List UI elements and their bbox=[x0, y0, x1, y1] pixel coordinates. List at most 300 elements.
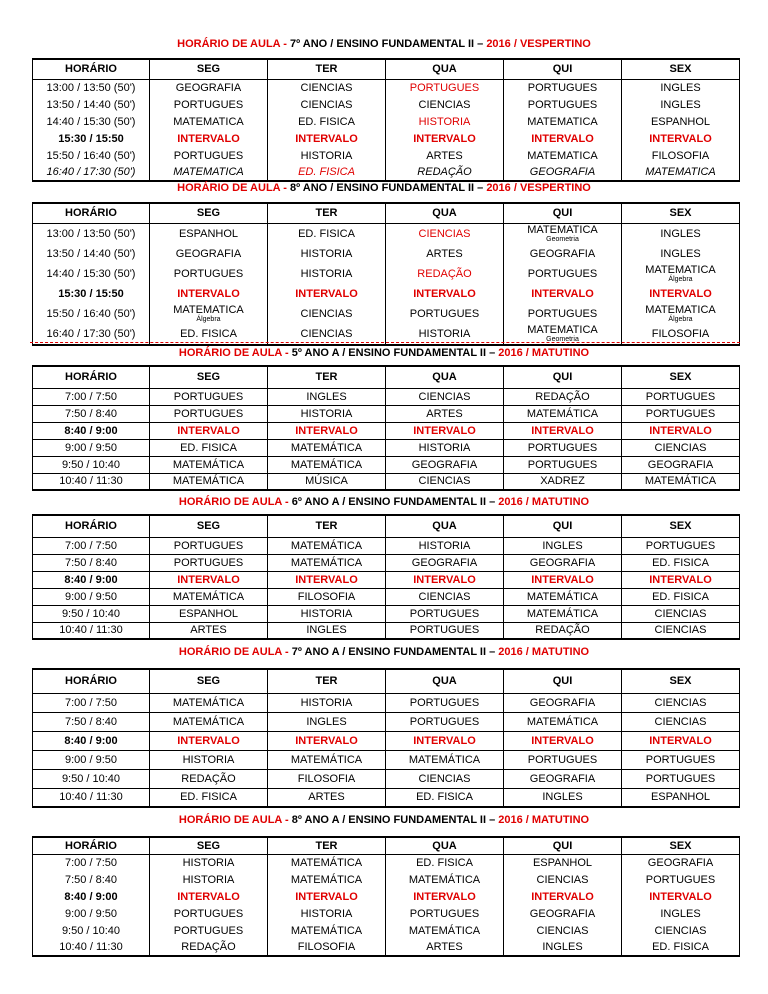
subject-cell: PORTUGUES bbox=[150, 264, 268, 284]
subject-cell: FILOSOFIA bbox=[268, 939, 386, 956]
table-row bbox=[33, 622, 740, 639]
time-slot: 7:50 / 8:40 bbox=[33, 405, 150, 422]
table-row bbox=[33, 79, 740, 96]
time-slot: 7:50 / 8:40 bbox=[33, 712, 150, 731]
subject-cell: ESPANHOL bbox=[622, 113, 740, 130]
subject-cell: INTERVALO bbox=[622, 731, 740, 750]
subject-cell bbox=[622, 304, 740, 324]
subject-cell: ESPANHOL bbox=[150, 605, 268, 622]
subject-cell: INTERVALO bbox=[386, 571, 504, 588]
time-slot: 7:00 / 7:50 bbox=[33, 693, 150, 712]
subject-cell: INGLES bbox=[504, 939, 622, 956]
subject-cell: GEOGRAFIA bbox=[504, 554, 622, 571]
column-header-qua: QUA bbox=[386, 837, 504, 854]
subject-cell: MATEMÁTICA bbox=[150, 693, 268, 712]
subject-cell: ESPANHOL bbox=[150, 223, 268, 244]
title-prefix: HORÁRIO DE AULA - bbox=[178, 347, 289, 359]
subject-cell: ARTES bbox=[150, 622, 268, 639]
subject-cell: PORTUGUES bbox=[504, 96, 622, 113]
subject-cell: REDAÇÃO bbox=[150, 769, 268, 788]
subject-cell bbox=[622, 264, 740, 284]
schedule-table-7ano-matutino bbox=[32, 668, 740, 808]
column-header-seg: SEG bbox=[150, 366, 268, 388]
table-row bbox=[33, 712, 740, 731]
subject-cell: MATEMATICA bbox=[622, 164, 740, 181]
subject-cell: INGLES bbox=[622, 244, 740, 264]
title-prefix: HORÁRIO DE AULA - bbox=[178, 646, 289, 658]
subject-cell: REDAÇÃO bbox=[386, 164, 504, 181]
subject-cell: INTERVALO bbox=[150, 731, 268, 750]
column-header-ter: TER bbox=[268, 669, 386, 693]
subject-cell: INGLES bbox=[622, 223, 740, 244]
title-period: 2016 / MATUTINO bbox=[498, 646, 590, 658]
subject-name: MATEMATICA bbox=[527, 323, 598, 336]
schedule-table-6ano-matutino bbox=[32, 514, 740, 640]
subject-cell: INTERVALO bbox=[386, 130, 504, 147]
column-header-qua: QUA bbox=[386, 366, 504, 388]
subject-cell: HISTORIA bbox=[386, 439, 504, 456]
subject-cell: GEOGRAFIA bbox=[504, 769, 622, 788]
subject-cell: PORTUGUES bbox=[622, 769, 740, 788]
time-slot: 13:50 / 14:40 (50') bbox=[33, 244, 150, 264]
column-header-horario: HORÁRIO bbox=[33, 59, 150, 79]
subject-cell: CIENCIAS bbox=[386, 769, 504, 788]
subject-cell: PORTUGUES bbox=[150, 388, 268, 405]
time-slot: 14:40 / 15:30 (50') bbox=[33, 264, 150, 284]
subject-cell: PORTUGUES bbox=[386, 79, 504, 96]
title-prefix: HORÁRIO DE AULA - bbox=[177, 38, 287, 50]
table-row bbox=[33, 405, 740, 422]
subject-cell: MATEMÁTICA bbox=[386, 922, 504, 939]
subject-cell: INTERVALO bbox=[622, 571, 740, 588]
subject-cell: PORTUGUES bbox=[622, 405, 740, 422]
subject-cell: PORTUGUES bbox=[150, 537, 268, 554]
subject-cell: REDAÇÃO bbox=[150, 939, 268, 956]
column-header-seg: SEG bbox=[150, 669, 268, 693]
table-row bbox=[33, 96, 740, 113]
subject-cell: INGLES bbox=[268, 388, 386, 405]
subject-cell: INTERVALO bbox=[504, 130, 622, 147]
column-header-ter: TER bbox=[268, 515, 386, 537]
subject-cell: INTERVALO bbox=[622, 422, 740, 439]
subject-cell: INGLES bbox=[268, 622, 386, 639]
subject-cell: CIENCIAS bbox=[622, 922, 740, 939]
table-row bbox=[33, 147, 740, 164]
column-header-seg: SEG bbox=[150, 203, 268, 223]
title-period: 2016 / MATUTINO bbox=[498, 347, 590, 359]
table-row bbox=[33, 113, 740, 130]
time-slot: 7:00 / 7:50 bbox=[33, 537, 150, 554]
column-header-horario: HORÁRIO bbox=[33, 515, 150, 537]
column-header-sex: SEX bbox=[622, 203, 740, 223]
title-grade: 5º ANO A / ENSINO FUNDAMENTAL II – bbox=[288, 347, 499, 359]
subject-cell: INTERVALO bbox=[268, 731, 386, 750]
table-row bbox=[33, 422, 740, 439]
schedule-table-8ano-vespertino bbox=[32, 202, 740, 346]
subject-cell: ED. FISICA bbox=[386, 788, 504, 807]
table-row bbox=[33, 871, 740, 888]
subject-cell: INTERVALO bbox=[150, 284, 268, 304]
table-row bbox=[33, 693, 740, 712]
schedule-table-7ano-vespertino bbox=[32, 58, 740, 182]
subject-cell: INTERVALO bbox=[386, 284, 504, 304]
subject-cell: INTERVALO bbox=[268, 888, 386, 905]
subject-cell: ED. FISICA bbox=[268, 113, 386, 130]
subject-cell: INGLES bbox=[622, 905, 740, 922]
title-grade: 6º ANO A / ENSINO FUNDAMENTAL II – bbox=[288, 496, 499, 508]
time-slot: 10:40 / 11:30 bbox=[33, 473, 150, 490]
time-slot: 13:00 / 13:50 (50') bbox=[33, 79, 150, 96]
time-slot: 9:50 / 10:40 bbox=[33, 605, 150, 622]
title-prefix: HORÁRIO DE AULA - bbox=[178, 814, 289, 826]
subject-cell: INTERVALO bbox=[622, 888, 740, 905]
column-header-sex: SEX bbox=[622, 515, 740, 537]
subject-cell: HISTORIA bbox=[386, 537, 504, 554]
subject-cell: GEOGRAFIA bbox=[504, 244, 622, 264]
subject-cell: CIENCIAS bbox=[504, 922, 622, 939]
subject-cell: FILOSOFIA bbox=[268, 588, 386, 605]
subject-cell: INTERVALO bbox=[150, 888, 268, 905]
table-row bbox=[33, 588, 740, 605]
subject-cell: PORTUGUES bbox=[504, 750, 622, 769]
title-prefix: HORÁRIO DE AULA - bbox=[178, 496, 289, 508]
subject-cell: PORTUGUES bbox=[386, 622, 504, 639]
column-header-sex: SEX bbox=[622, 669, 740, 693]
table-row bbox=[33, 769, 740, 788]
table-row bbox=[33, 284, 740, 304]
table-row bbox=[33, 537, 740, 554]
subject-cell: INTERVALO bbox=[504, 284, 622, 304]
time-slot: 9:00 / 9:50 bbox=[33, 439, 150, 456]
subject-cell: CIENCIAS bbox=[622, 622, 740, 639]
subject-cell: GEOGRAFIA bbox=[504, 905, 622, 922]
time-slot: 9:50 / 10:40 bbox=[33, 769, 150, 788]
time-slot: 16:40 / 17:30 (50') bbox=[33, 324, 150, 345]
time-slot: 8:40 / 9:00 bbox=[33, 888, 150, 905]
column-header-qui: QUI bbox=[504, 515, 622, 537]
time-slot: 8:40 / 9:00 bbox=[33, 422, 150, 439]
subject-cell: CIENCIAS bbox=[268, 324, 386, 345]
subject-cell: MATEMÁTICA bbox=[150, 712, 268, 731]
subject-cell: HISTORIA bbox=[268, 693, 386, 712]
title-period: 2016 / MATUTINO bbox=[495, 814, 590, 826]
subject-cell: INTERVALO bbox=[386, 422, 504, 439]
subject-cell: MATEMÁTICA bbox=[150, 456, 268, 473]
subject-cell: CIENCIAS bbox=[622, 693, 740, 712]
table-row bbox=[33, 223, 740, 244]
subject-cell: HISTORIA bbox=[268, 264, 386, 284]
subject-cell: GEOGRAFIA bbox=[622, 854, 740, 871]
title-grade: 7º ANO A / ENSINO FUNDAMENTAL II – bbox=[288, 646, 499, 658]
subject-cell: HISTORIA bbox=[150, 854, 268, 871]
subject-cell: MATEMÁTICA bbox=[268, 456, 386, 473]
subject-cell: CIENCIAS bbox=[504, 871, 622, 888]
column-header-ter: TER bbox=[268, 59, 386, 79]
subject-cell: MATEMÁTICA bbox=[150, 473, 268, 490]
subject-cell: INTERVALO bbox=[386, 731, 504, 750]
table-row bbox=[33, 922, 740, 939]
subject-cell: PORTUGUES bbox=[504, 79, 622, 96]
subject-cell: HISTORIA bbox=[268, 905, 386, 922]
subject-cell: REDAÇÃO bbox=[504, 622, 622, 639]
section-title-7ano-matutino bbox=[0, 646, 768, 658]
subject-cell: MATEMÁTICA bbox=[268, 750, 386, 769]
table-row bbox=[33, 731, 740, 750]
subject-cell: HISTORIA bbox=[268, 605, 386, 622]
subject-cell: FILOSOFIA bbox=[622, 324, 740, 345]
subject-cell: PORTUGUES bbox=[150, 147, 268, 164]
column-header-horario: HORÁRIO bbox=[33, 837, 150, 854]
subject-cell: ED. FISICA bbox=[150, 439, 268, 456]
subject-cell: FILOSOFIA bbox=[622, 147, 740, 164]
time-slot: 10:40 / 11:30 bbox=[33, 622, 150, 639]
subject-cell: MATEMÁTICA bbox=[268, 922, 386, 939]
time-slot: 15:50 / 16:40 (50') bbox=[33, 147, 150, 164]
column-header-horario: HORÁRIO bbox=[33, 203, 150, 223]
subject-subtopic: Álgebra bbox=[196, 315, 221, 323]
subject-cell: INGLES bbox=[268, 712, 386, 731]
subject-cell: ARTES bbox=[268, 788, 386, 807]
subject-name: MATEMATICA bbox=[527, 223, 598, 236]
time-slot: 9:00 / 9:50 bbox=[33, 905, 150, 922]
subject-cell: PORTUGUES bbox=[386, 905, 504, 922]
subject-cell: HISTORIA bbox=[386, 324, 504, 345]
subject-cell: MATEMATICA bbox=[150, 164, 268, 181]
subject-cell: GEOGRAFIA bbox=[150, 244, 268, 264]
table-row bbox=[33, 854, 740, 871]
time-slot: 9:50 / 10:40 bbox=[33, 922, 150, 939]
subject-cell: MATEMATICA bbox=[504, 113, 622, 130]
subject-cell: MATEMÁTICA bbox=[268, 439, 386, 456]
time-slot: 15:30 / 15:50 bbox=[33, 284, 150, 304]
subject-cell: CIENCIAS bbox=[386, 473, 504, 490]
time-slot: 14:40 / 15:30 (50') bbox=[33, 113, 150, 130]
subject-cell: HISTORIA bbox=[150, 871, 268, 888]
subject-cell: ESPANHOL bbox=[622, 788, 740, 807]
subject-cell: INGLES bbox=[504, 537, 622, 554]
subject-cell: INTERVALO bbox=[268, 284, 386, 304]
subject-cell: GEOGRAFIA bbox=[622, 456, 740, 473]
subject-cell: INTERVALO bbox=[268, 422, 386, 439]
column-header-qua: QUA bbox=[386, 515, 504, 537]
subject-cell: ED. FISICA bbox=[150, 324, 268, 345]
table-row bbox=[33, 264, 740, 284]
table-row bbox=[33, 939, 740, 956]
subject-cell: INTERVALO bbox=[622, 130, 740, 147]
subject-cell: CIENCIAS bbox=[386, 388, 504, 405]
subject-cell: PORTUGUES bbox=[386, 605, 504, 622]
column-header-seg: SEG bbox=[150, 837, 268, 854]
subject-cell: MÚSICA bbox=[268, 473, 386, 490]
subject-cell: INTERVALO bbox=[504, 571, 622, 588]
subject-cell: REDAÇÃO bbox=[504, 388, 622, 405]
subject-cell: INTERVALO bbox=[150, 571, 268, 588]
subject-cell: INGLES bbox=[504, 788, 622, 807]
subject-cell: HISTORIA bbox=[268, 147, 386, 164]
column-header-horario: HORÁRIO bbox=[33, 366, 150, 388]
table-row bbox=[33, 888, 740, 905]
subject-cell: INTERVALO bbox=[150, 422, 268, 439]
subject-cell: PORTUGUES bbox=[386, 693, 504, 712]
time-slot: 10:40 / 11:30 bbox=[33, 788, 150, 807]
subject-cell: INTERVALO bbox=[150, 130, 268, 147]
subject-cell: MATEMÁTICA bbox=[386, 871, 504, 888]
subject-subtopic: Geometria bbox=[546, 335, 579, 343]
subject-cell bbox=[504, 223, 622, 244]
subject-cell: INTERVALO bbox=[268, 130, 386, 147]
subject-cell: CIENCIAS bbox=[268, 96, 386, 113]
schedule-table-5ano-matutino bbox=[32, 365, 740, 491]
column-header-qui: QUI bbox=[504, 669, 622, 693]
subject-cell: MATEMÁTICA bbox=[504, 405, 622, 422]
subject-cell: ED. FISICA bbox=[268, 164, 386, 181]
subject-cell: ARTES bbox=[386, 244, 504, 264]
subject-cell: PORTUGUES bbox=[150, 405, 268, 422]
subject-cell: ED. FISICA bbox=[622, 588, 740, 605]
subject-cell: PORTUGUES bbox=[150, 922, 268, 939]
time-slot: 9:00 / 9:50 bbox=[33, 750, 150, 769]
subject-cell: HISTORIA bbox=[268, 405, 386, 422]
table-row bbox=[33, 571, 740, 588]
subject-cell: GEOGRAFIA bbox=[504, 693, 622, 712]
title-grade: 8º ANO / ENSINO FUNDAMENTAL II – bbox=[286, 182, 487, 194]
time-slot: 7:00 / 7:50 bbox=[33, 388, 150, 405]
subject-cell: CIENCIAS bbox=[622, 605, 740, 622]
subject-subtopic: Álgebra bbox=[668, 275, 693, 283]
subject-cell: MATEMÁTICA bbox=[268, 554, 386, 571]
table-row bbox=[33, 750, 740, 769]
subject-cell: HISTORIA bbox=[268, 244, 386, 264]
time-slot: 7:50 / 8:40 bbox=[33, 871, 150, 888]
subject-name: MATEMATICA bbox=[173, 303, 244, 316]
time-slot: 10:40 / 11:30 bbox=[33, 939, 150, 956]
subject-cell: CIENCIAS bbox=[386, 588, 504, 605]
table-row bbox=[33, 439, 740, 456]
column-header-sex: SEX bbox=[622, 366, 740, 388]
subject-cell: ARTES bbox=[386, 147, 504, 164]
subject-name: MATEMATICA bbox=[645, 303, 716, 316]
time-slot: 16:40 / 17:30 (50') bbox=[33, 164, 150, 181]
subject-cell: MATEMÁTICA bbox=[150, 588, 268, 605]
subject-cell: ED. FISICA bbox=[622, 939, 740, 956]
subject-cell: CIENCIAS bbox=[622, 712, 740, 731]
table-row bbox=[33, 304, 740, 324]
time-slot: 7:50 / 8:40 bbox=[33, 554, 150, 571]
subject-cell: INTERVALO bbox=[386, 888, 504, 905]
time-slot: 15:50 / 16:40 (50') bbox=[33, 304, 150, 324]
subject-cell: PORTUGUES bbox=[622, 750, 740, 769]
subject-cell: REDAÇÃO bbox=[386, 264, 504, 284]
subject-cell: XADREZ bbox=[504, 473, 622, 490]
table-row bbox=[33, 244, 740, 264]
subject-cell: MATEMÁTICA bbox=[386, 750, 504, 769]
subject-cell: CIENCIAS bbox=[268, 79, 386, 96]
time-slot: 13:50 / 14:40 (50') bbox=[33, 96, 150, 113]
section-title-8ano-matutino bbox=[0, 814, 768, 826]
table-row bbox=[33, 605, 740, 622]
column-header-qua: QUA bbox=[386, 203, 504, 223]
subject-cell: CIENCIAS bbox=[386, 96, 504, 113]
subject-subtopic: Geometria bbox=[546, 235, 579, 243]
table-row bbox=[33, 905, 740, 922]
time-slot: 15:30 / 15:50 bbox=[33, 130, 150, 147]
title-period: 2016 / VESPERTINO bbox=[486, 182, 591, 194]
title-period: 2016 / MATUTINO bbox=[498, 496, 590, 508]
time-slot: 13:00 / 13:50 (50') bbox=[33, 223, 150, 244]
column-header-qui: QUI bbox=[504, 59, 622, 79]
table-row bbox=[33, 788, 740, 807]
subject-cell: PORTUGUES bbox=[622, 537, 740, 554]
time-slot: 9:50 / 10:40 bbox=[33, 456, 150, 473]
time-slot: 9:00 / 9:50 bbox=[33, 588, 150, 605]
subject-cell: PORTUGUES bbox=[504, 456, 622, 473]
subject-cell: MATEMATICA bbox=[150, 113, 268, 130]
time-slot: 8:40 / 9:00 bbox=[33, 571, 150, 588]
column-header-qui: QUI bbox=[504, 203, 622, 223]
subject-cell: INGLES bbox=[622, 96, 740, 113]
subject-cell: PORTUGUES bbox=[622, 871, 740, 888]
subject-cell: PORTUGUES bbox=[504, 264, 622, 284]
subject-cell: MATEMÁTICA bbox=[268, 537, 386, 554]
subject-cell: CIENCIAS bbox=[386, 223, 504, 244]
title-period: 2016 / VESPERTINO bbox=[486, 38, 591, 50]
title-grade: 7º ANO / ENSINO FUNDAMENTAL II – bbox=[286, 38, 487, 50]
subject-cell: PORTUGUES bbox=[386, 712, 504, 731]
table-row bbox=[33, 473, 740, 490]
title-prefix: HORÁRIO DE AULA - bbox=[177, 182, 287, 194]
section-title-5ano-matutino bbox=[0, 347, 768, 359]
column-header-qui: QUI bbox=[504, 837, 622, 854]
column-header-ter: TER bbox=[268, 203, 386, 223]
subject-cell: HISTORIA bbox=[386, 113, 504, 130]
subject-cell: INTERVALO bbox=[504, 422, 622, 439]
table-row bbox=[33, 388, 740, 405]
time-slot: 8:40 / 9:00 bbox=[33, 731, 150, 750]
subject-cell: PORTUGUES bbox=[504, 304, 622, 324]
subject-cell: ED. FISICA bbox=[268, 223, 386, 244]
column-header-qua: QUA bbox=[386, 669, 504, 693]
time-slot: 7:00 / 7:50 bbox=[33, 854, 150, 871]
schedule-table-8ano-matutino bbox=[32, 836, 740, 957]
subject-cell: INTERVALO bbox=[622, 284, 740, 304]
subject-cell: INTERVALO bbox=[504, 731, 622, 750]
subject-cell: PORTUGUES bbox=[386, 304, 504, 324]
column-header-seg: SEG bbox=[150, 59, 268, 79]
subject-cell: FILOSOFIA bbox=[268, 769, 386, 788]
subject-cell: PORTUGUES bbox=[504, 439, 622, 456]
subject-cell: MATEMÁTICA bbox=[504, 712, 622, 731]
subject-cell: ED. FISICA bbox=[150, 788, 268, 807]
subject-cell: ED. FISICA bbox=[622, 554, 740, 571]
column-header-qua: QUA bbox=[386, 59, 504, 79]
subject-cell: MATEMÁTICA bbox=[268, 854, 386, 871]
section-title-8ano-vespertino bbox=[0, 182, 768, 194]
subject-cell: CIENCIAS bbox=[622, 439, 740, 456]
column-header-ter: TER bbox=[268, 366, 386, 388]
subject-cell: INGLES bbox=[622, 79, 740, 96]
subject-cell: MATEMÁTICA bbox=[268, 871, 386, 888]
subject-cell: PORTUGUES bbox=[150, 905, 268, 922]
subject-name: MATEMATICA bbox=[645, 263, 716, 276]
section-title-7ano-vespertino bbox=[0, 38, 768, 50]
subject-cell: MATEMATICA bbox=[504, 147, 622, 164]
subject-cell: ESPANHOL bbox=[504, 854, 622, 871]
subject-cell: INTERVALO bbox=[504, 888, 622, 905]
table-row bbox=[33, 456, 740, 473]
column-header-qui: QUI bbox=[504, 366, 622, 388]
subject-cell: ARTES bbox=[386, 939, 504, 956]
column-header-sex: SEX bbox=[622, 59, 740, 79]
